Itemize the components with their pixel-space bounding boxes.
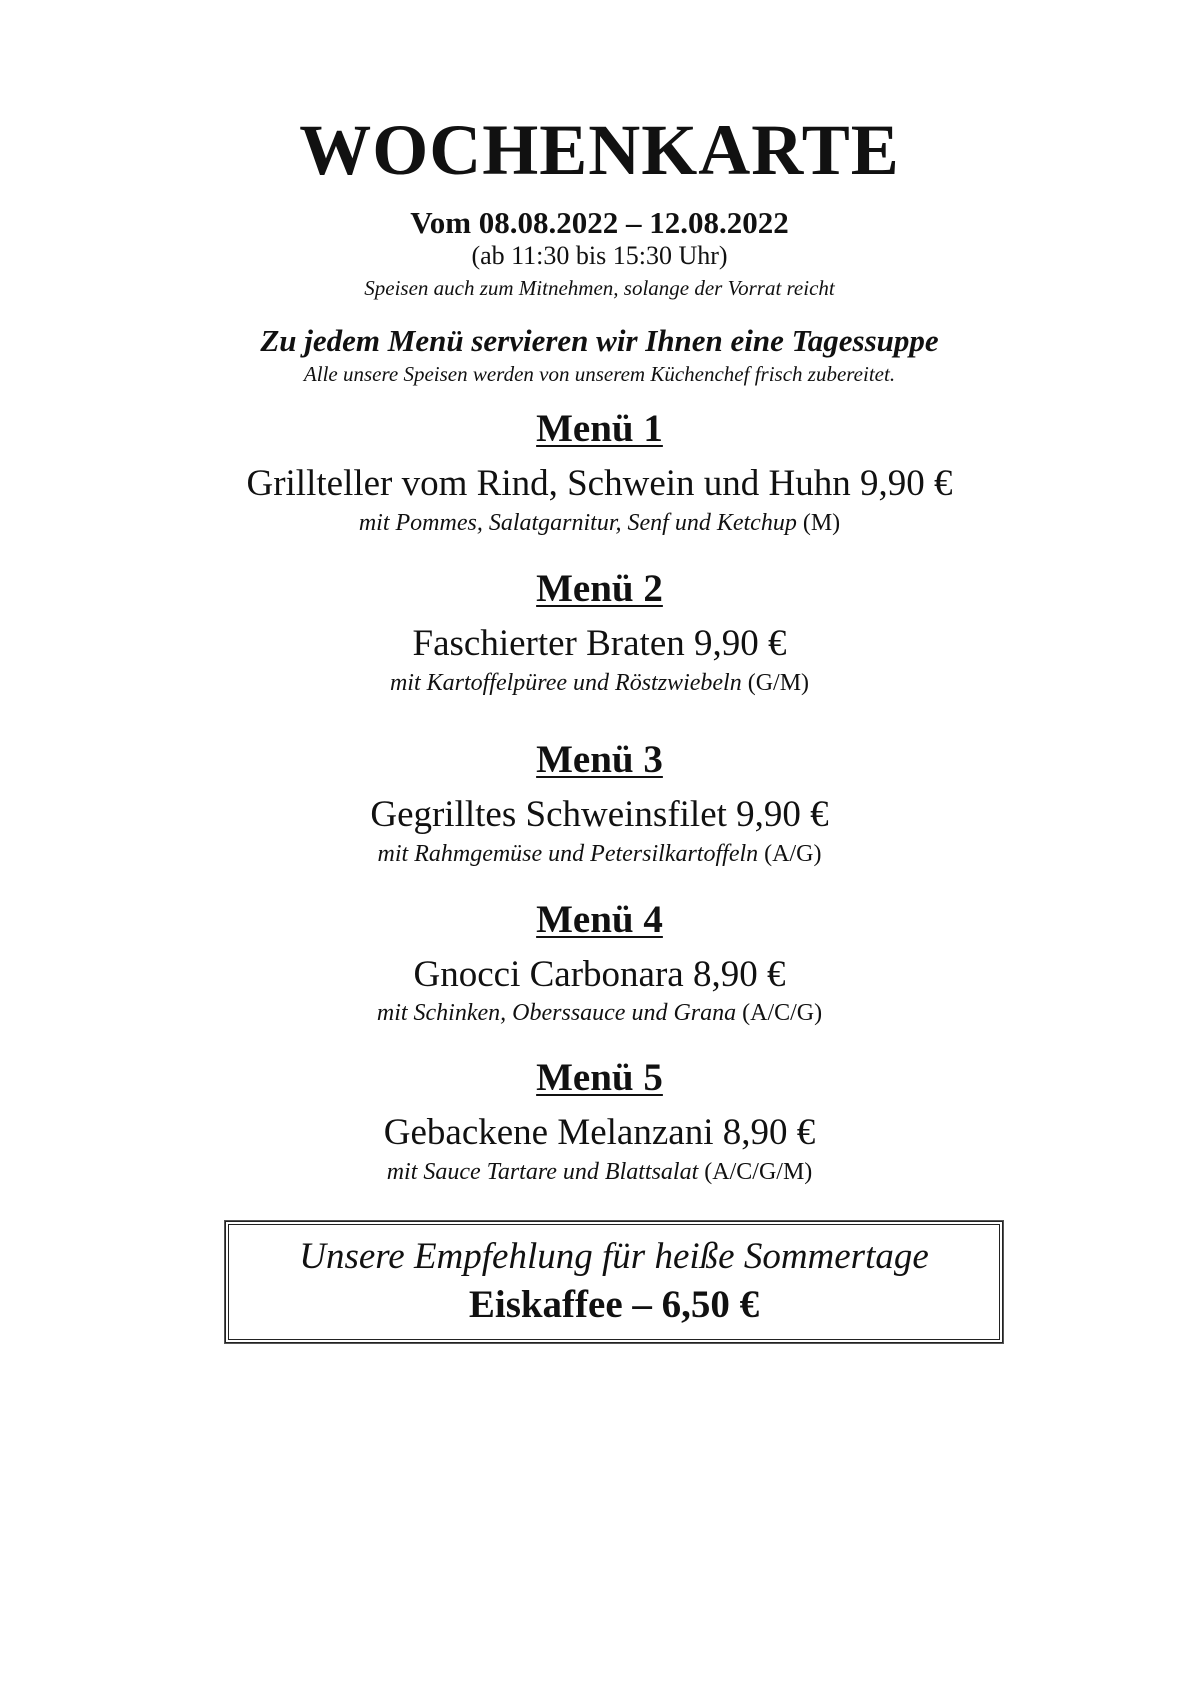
menu-1-allergens: (M): [802, 510, 841, 536]
promo-text: Unsere Empfehlung für heiße Sommertage: [299, 1236, 929, 1277]
promo-offer: Eiskaffee – 6,50 €: [468, 1283, 760, 1326]
menu-3-sides: mit Rahmgemüse und Petersilkartoffeln: [377, 841, 759, 867]
soup-note: Zu jedem Menü servieren wir Ihnen eine Tagessuppe: [260, 323, 939, 358]
menu-4-sides: mit Schinken, Oberssauce und Grana: [376, 1000, 737, 1026]
menu-1-sides: mit Pommes, Salatgarnitur, Senf und Ketchup: [358, 510, 797, 536]
menu-5-description: [0, 1157, 1199, 1187]
takeaway-note: Speisen auch zum Mitnehmen, solange der Vorrat reicht: [364, 276, 835, 300]
menu-5-dish: Gebackene Melanzani 8,90 €: [383, 1112, 816, 1153]
menu-3-description: [0, 839, 1199, 869]
menu-2-heading: Menü 2: [536, 567, 663, 610]
menu-2-allergens: (G/M): [747, 670, 810, 696]
date-range: Vom 08.08.2022 – 12.08.2022: [410, 205, 789, 240]
menu-1-heading: Menü 1: [536, 407, 663, 450]
menu-2-dish: Faschierter Braten 9,90 €: [412, 623, 787, 664]
menu-3-heading: Menü 3: [536, 738, 663, 781]
fresh-note: Alle unsere Speisen werden von unserem Küchenchef frisch zubereitet.: [303, 362, 896, 386]
menu-5-allergens: (A/C/G/M): [704, 1159, 813, 1185]
page-title: WOCHENKARTE: [299, 110, 900, 190]
menu-1-description: [0, 508, 1199, 538]
menu-4-allergens: (A/C/G): [742, 1000, 823, 1026]
menu-4-description: [0, 998, 1199, 1028]
menu-5-heading: Menü 5: [536, 1056, 663, 1099]
menu-2-description: [0, 668, 1199, 698]
opening-hours: (ab 11:30 bis 15:30 Uhr): [471, 241, 728, 270]
menu-1-dish: Grillteller vom Rind, Schwein und Huhn 9,90 €: [246, 463, 953, 504]
menu-5-sides: mit Sauce Tartare und Blattsalat: [386, 1159, 699, 1185]
menu-2-sides: mit Kartoffelpüree und Röstzwiebeln: [389, 670, 742, 696]
menu-4-heading: Menü 4: [536, 898, 663, 941]
promo-box: [225, 1221, 1003, 1343]
menu-4-dish: Gnocci Carbonara 8,90 €: [413, 954, 786, 995]
menu-3-dish: Gegrilltes Schweinsfilet 9,90 €: [370, 794, 829, 835]
menu-3-allergens: (A/G): [764, 841, 822, 867]
